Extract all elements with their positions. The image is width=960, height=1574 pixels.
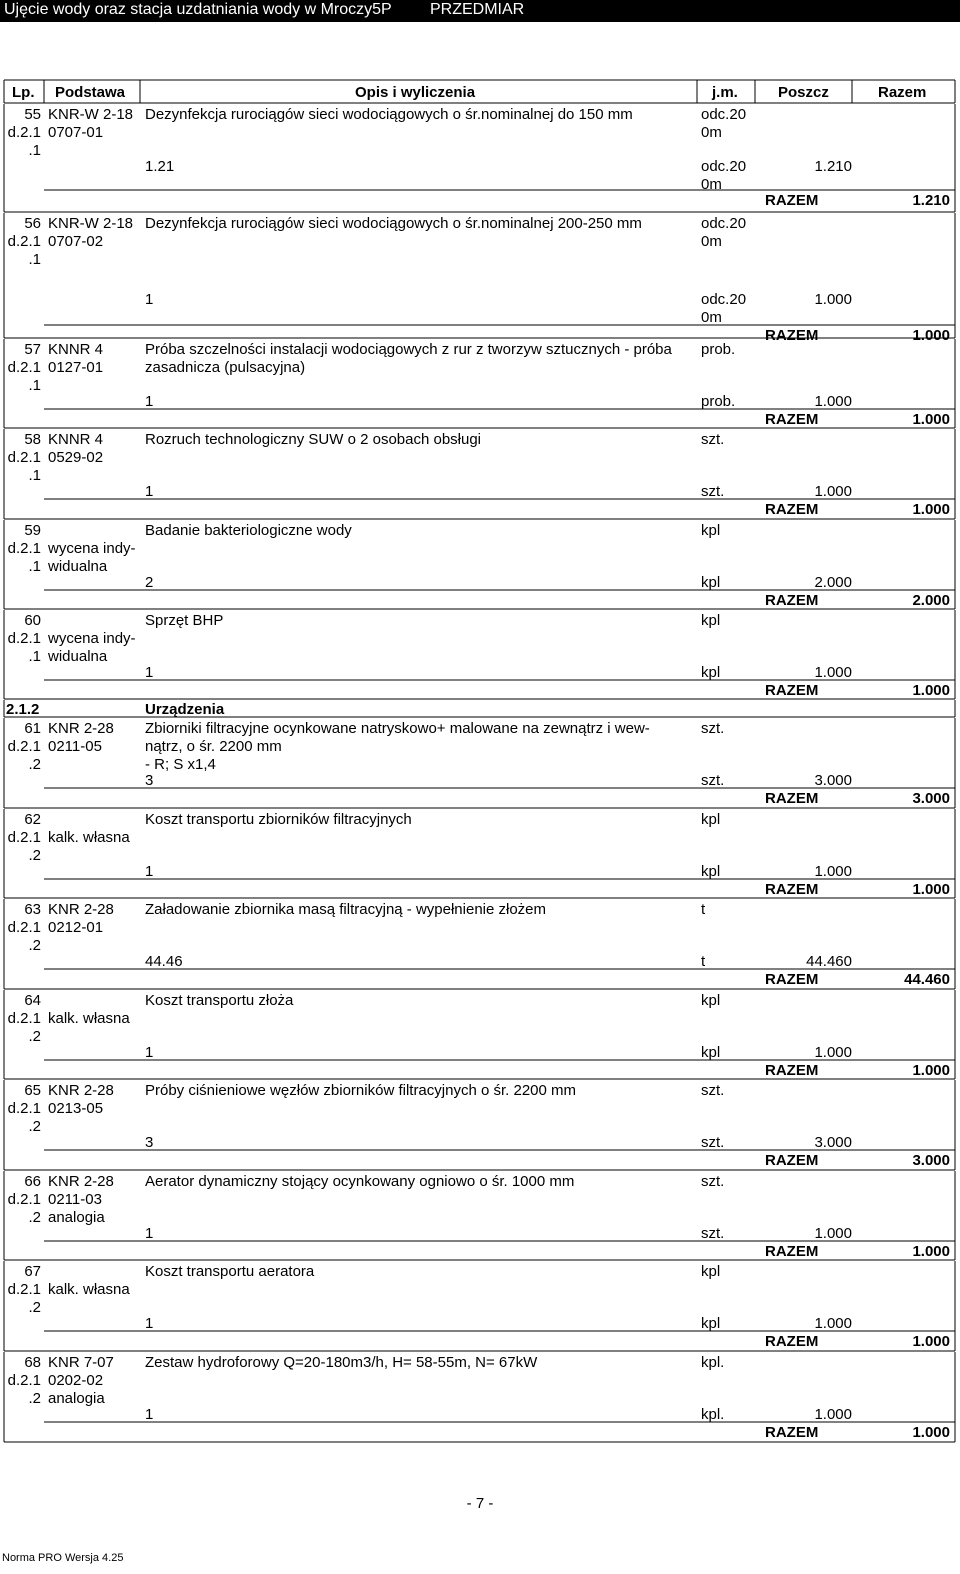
item-lp: .1	[28, 142, 41, 159]
item-description: zasadnicza (pulsacyjna)	[145, 359, 306, 376]
item-lp: 59	[24, 522, 41, 539]
item-lp: 68	[24, 1354, 41, 1371]
item-description: Badanie bakteriologiczne wody	[145, 522, 352, 539]
item-base: 0707-01	[48, 124, 104, 141]
item-description: Zbiorniki filtracyjne ocynkowane natryskowo+ malowane na zewnątrz i wew-	[145, 720, 650, 737]
item-base: widualna	[48, 648, 108, 665]
item-description: Koszt transportu złoża	[145, 992, 294, 1009]
item-lp: .1	[28, 648, 41, 665]
razem-label: RAZEM	[765, 192, 819, 209]
calc-unit: odc.20	[701, 291, 747, 308]
razem-value: 1.000	[912, 1424, 950, 1441]
item-lp: d.2.1	[7, 124, 41, 141]
calc-unit: t	[701, 953, 706, 970]
razem-value: 1.000	[912, 327, 950, 344]
razem-label: RAZEM	[765, 971, 819, 988]
item-lp: d.2.1	[7, 233, 41, 250]
razem-value: 1.210	[912, 192, 950, 209]
item-unit: szt.	[701, 1173, 725, 1190]
item-lp: 66	[24, 1173, 41, 1190]
item-description: Koszt transportu aeratora	[145, 1263, 315, 1280]
calc-value: 1	[145, 664, 154, 681]
item-lp: d.2.1	[7, 449, 41, 466]
razem-label: RAZEM	[765, 790, 819, 807]
item-base: kalk. własna	[48, 829, 130, 846]
razem-label: RAZEM	[765, 881, 819, 898]
item-unit: kpl	[701, 992, 721, 1009]
item-lp: .2	[28, 937, 41, 954]
razem-value: 1.000	[912, 881, 950, 898]
item-lp: .2	[28, 1118, 41, 1135]
item-base: 0211-03	[48, 1191, 102, 1208]
item-lp: 55	[24, 106, 41, 123]
calc-value: 1	[145, 393, 154, 410]
item-lp: 56	[24, 215, 41, 232]
poszcz-value: 44.460	[806, 953, 852, 970]
item-lp: .1	[28, 467, 41, 484]
calc-value: 1	[145, 291, 154, 308]
document-type: PRZEDMIAR	[430, 1, 525, 18]
calc-value: 1	[145, 863, 154, 880]
item-base: KNR 7-07	[48, 1354, 114, 1371]
item-description: - R; S x1,4	[145, 756, 216, 773]
razem-value: 44.460	[904, 971, 950, 988]
item-base: KNR 2-28	[48, 901, 114, 918]
calc-value: 1.21	[145, 158, 175, 175]
item-base: KNR 2-28	[48, 720, 114, 737]
razem-value: 3.000	[912, 1152, 950, 1169]
poszcz-value: 3.000	[814, 772, 852, 789]
item-description: Koszt transportu zbiorników filtracyjnych	[145, 811, 412, 828]
software-footer: Norma PRO Wersja 4.25	[2, 1552, 124, 1564]
calc-value: 1	[145, 483, 154, 500]
calc-value: 44.46	[145, 953, 183, 970]
item-base: 0202-02	[48, 1372, 104, 1389]
item-lp: d.2.1	[7, 1372, 41, 1389]
item-base: 0529-02	[48, 449, 104, 466]
column-header: Poszcz	[778, 84, 829, 101]
page-number: - 7 -	[466, 1495, 494, 1512]
item-base: KNNR 4	[48, 341, 104, 358]
poszcz-value: 1.000	[814, 664, 852, 681]
item-lp: d.2.1	[7, 919, 41, 936]
item-lp: d.2.1	[7, 738, 41, 755]
item-lp: 63	[24, 901, 41, 918]
razem-value: 1.000	[912, 501, 950, 518]
item-base: KNR 2-28	[48, 1082, 114, 1099]
item-unit: odc.20	[701, 215, 747, 232]
item-description: Aerator dynamiczny stojący ocynkowany ogniowo o śr. 1000 mm	[145, 1173, 575, 1190]
item-description: nątrz, o śr. 2200 mm	[145, 738, 282, 755]
poszcz-value: 3.000	[814, 1134, 852, 1151]
razem-label: RAZEM	[765, 327, 819, 344]
item-unit: t	[701, 901, 706, 918]
item-unit: kpl.	[701, 1354, 725, 1371]
poszcz-value: 1.210	[814, 158, 852, 175]
item-unit: 0m	[701, 124, 722, 141]
razem-value: 3.000	[912, 790, 950, 807]
item-lp: .2	[28, 1390, 41, 1407]
calc-unit: szt.	[701, 772, 725, 789]
poszcz-value: 1.000	[814, 863, 852, 880]
item-description: Rozruch technologiczny SUW o 2 osobach obsługi	[145, 431, 482, 448]
item-lp: .2	[28, 1299, 41, 1316]
item-base: KNNR 4	[48, 431, 104, 448]
calc-value: 1	[145, 1044, 154, 1061]
poszcz-value: 1.000	[814, 1406, 852, 1423]
item-base: widualna	[48, 558, 108, 575]
calc-unit: kpl	[701, 1315, 721, 1332]
poszcz-value: 1.000	[814, 1315, 852, 1332]
item-lp: d.2.1	[7, 540, 41, 557]
item-unit: kpl	[701, 612, 721, 629]
page-header	[0, 0, 960, 22]
item-unit: 0m	[701, 233, 722, 250]
poszcz-value: 2.000	[814, 574, 852, 591]
item-description: Zestaw hydroforowy Q=20-180m3/h, H= 58-55m, N= 67kW	[145, 1354, 538, 1371]
item-lp: 57	[24, 341, 41, 358]
item-lp: .1	[28, 251, 41, 268]
column-header: Podstawa	[55, 84, 126, 101]
calc-unit: kpl	[701, 1044, 721, 1061]
item-unit: kpl	[701, 811, 721, 828]
item-lp: .2	[28, 1028, 41, 1045]
item-description: Próby ciśnieniowe węzłów zbiorników filtracyjnych o śr. 2200 mm	[145, 1082, 577, 1099]
project-title: Ujęcie wody oraz stacja uzdatniania wody w Mroczy5P	[4, 1, 392, 18]
item-lp: 62	[24, 811, 41, 828]
razem-value: 1.000	[912, 1333, 950, 1350]
razem-label: RAZEM	[765, 1243, 819, 1260]
item-lp: .2	[28, 847, 41, 864]
razem-label: RAZEM	[765, 682, 819, 699]
razem-value: 1.000	[912, 411, 950, 428]
calc-unit: odc.20	[701, 158, 747, 175]
razem-value: 1.000	[912, 682, 950, 699]
item-lp: 58	[24, 431, 41, 448]
item-lp: d.2.1	[7, 359, 41, 376]
razem-value: 1.000	[912, 1243, 950, 1260]
poszcz-value: 1.000	[814, 393, 852, 410]
calc-unit: kpl.	[701, 1406, 725, 1423]
item-base: 0211-05	[48, 738, 102, 755]
razem-label: RAZEM	[765, 1152, 819, 1169]
razem-label: RAZEM	[765, 411, 819, 428]
item-lp: d.2.1	[7, 829, 41, 846]
item-lp: d.2.1	[7, 1191, 41, 1208]
item-unit: szt.	[701, 431, 725, 448]
item-base: wycena indy-	[48, 630, 136, 647]
item-description: Dezynfekcja rurociągów sieci wodociągowych o śr.nominalnej do 150 mm	[145, 106, 633, 123]
calc-value: 1	[145, 1406, 154, 1423]
item-unit: szt.	[701, 1082, 725, 1099]
item-lp: d.2.1	[7, 1010, 41, 1027]
razem-label: RAZEM	[765, 1424, 819, 1441]
calc-unit: kpl	[701, 574, 721, 591]
item-lp: d.2.1	[7, 1281, 41, 1298]
column-header: Lp.	[12, 84, 35, 101]
item-unit: kpl	[701, 522, 721, 539]
item-lp: d.2.1	[7, 630, 41, 647]
item-base: 0707-02	[48, 233, 104, 250]
razem-value: 1.000	[912, 1062, 950, 1079]
item-unit: kpl	[701, 1263, 721, 1280]
calc-unit: prob.	[701, 393, 736, 410]
razem-label: RAZEM	[765, 1062, 819, 1079]
item-unit: prob.	[701, 341, 736, 358]
item-unit: odc.20	[701, 106, 747, 123]
calc-unit: szt.	[701, 1225, 725, 1242]
item-base: 0213-05	[48, 1100, 104, 1117]
calc-unit: kpl	[701, 863, 721, 880]
item-description: Dezynfekcja rurociągów sieci wodociągowych o śr.nominalnej 200-250 mm	[145, 215, 642, 232]
poszcz-value: 1.000	[814, 1225, 852, 1242]
column-header: Razem	[878, 84, 927, 101]
razem-value: 2.000	[912, 592, 950, 609]
item-base: kalk. własna	[48, 1281, 130, 1298]
item-base: KNR-W 2-18	[48, 215, 134, 232]
calc-unit: 0m	[701, 176, 722, 193]
poszcz-value: 1.000	[814, 483, 852, 500]
item-description: Załadowanie zbiornika masą filtracyjną - wypełnienie złożem	[145, 901, 547, 918]
item-lp: 61	[24, 720, 41, 737]
calc-unit: szt.	[701, 483, 725, 500]
item-lp: d.2.1	[7, 1100, 41, 1117]
item-lp: 67	[24, 1263, 41, 1280]
calc-value: 1	[145, 1315, 154, 1332]
item-unit: szt.	[701, 720, 725, 737]
razem-label: RAZEM	[765, 1333, 819, 1350]
item-lp: .1	[28, 377, 41, 394]
item-description: Próba szczelności instalacji wodociągowych z rur z tworzyw sztucznych - próba	[145, 341, 672, 358]
item-base: wycena indy-	[48, 540, 136, 557]
calc-unit: 0m	[701, 309, 722, 326]
item-base: 0127-01	[48, 359, 104, 376]
item-base: 0212-01	[48, 919, 104, 936]
column-header: j.m.	[712, 84, 738, 101]
item-lp: .1	[28, 558, 41, 575]
razem-label: RAZEM	[765, 501, 819, 518]
calc-unit: szt.	[701, 1134, 725, 1151]
item-base: analogia	[48, 1390, 105, 1407]
item-base: KNR-W 2-18	[48, 106, 134, 123]
section-number: 2.1.2	[6, 701, 40, 718]
poszcz-value: 1.000	[814, 1044, 852, 1061]
item-lp: .2	[28, 756, 41, 773]
razem-label: RAZEM	[765, 592, 819, 609]
item-lp: 60	[24, 612, 41, 629]
item-lp: .2	[28, 1209, 41, 1226]
column-header: Opis i wyliczenia	[355, 84, 476, 101]
calc-unit: kpl	[701, 664, 721, 681]
poszcz-value: 1.000	[814, 291, 852, 308]
calc-value: 1	[145, 1225, 154, 1242]
item-lp: 65	[24, 1082, 41, 1099]
item-base: analogia	[48, 1209, 105, 1226]
item-base: KNR 2-28	[48, 1173, 114, 1190]
item-base: kalk. własna	[48, 1010, 130, 1027]
item-description: Sprzęt BHP	[145, 612, 224, 629]
calc-value: 2	[145, 574, 154, 591]
item-lp: 64	[24, 992, 41, 1009]
calc-value: 3	[145, 772, 154, 789]
section-title: Urządzenia	[145, 701, 225, 718]
calc-value: 3	[145, 1134, 154, 1151]
